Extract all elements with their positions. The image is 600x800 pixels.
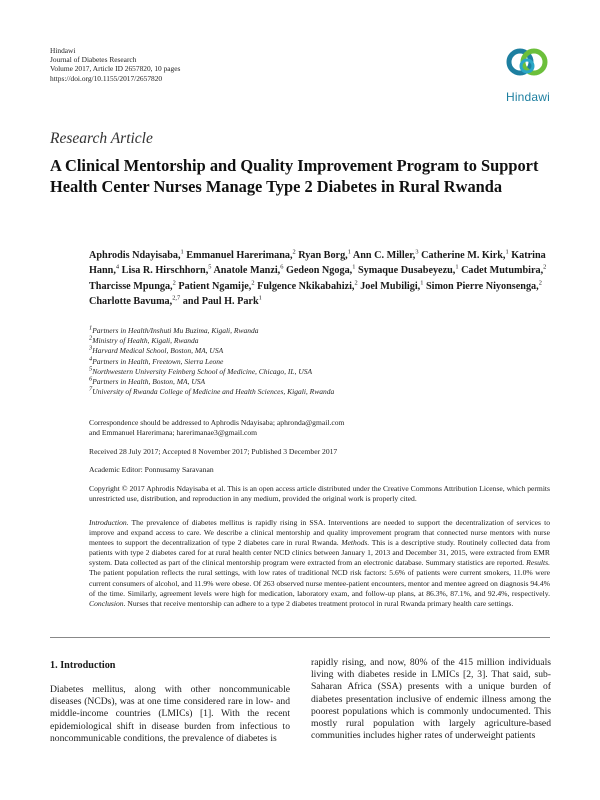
journal-header [50,46,180,83]
author-name: Anatole Manzi, [213,265,281,277]
affiliation-text: Partners in Health/Inshuti Mu Buzima, Kigali, Rwanda [92,326,259,335]
author-affiliation-number: 3 [415,248,419,256]
affiliation-text: Partners in Health, Boston, MA, USA [92,377,206,387]
correspondence-line-2: and Emmanuel Harerimana; harerimanae3@gmail.com [89,428,258,437]
abstract-conclusion: Nurses that receive mentorship can adhere to a type 2 diabetes treatment protocol in rural Rwanda primary health care settings. [125,598,514,608]
author-name: Joel Mubiligi, [360,280,421,292]
author-name: Ann C. Miller, [352,250,416,261]
author-affiliation-number: 1 [180,248,184,256]
affiliation-number: 6 [89,375,93,383]
author-affiliation-number: 1 [352,264,356,272]
author-name: and Paul H. Park [182,296,259,308]
author-affiliation-number: 1 [258,294,262,302]
affiliation-item [89,346,559,356]
author-name: Tharcisse Mpunga, [89,280,173,292]
affiliation-number: 1 [89,324,93,332]
author-affiliation-number: 6 [280,264,284,272]
volume-line: Volume 2017, Article ID 2657820, 10 pages [50,64,181,74]
academic-editor: Academic Editor: Ponnusamy Saravanan [89,465,214,474]
affiliation-text: Ministry of Health, Kigali, Rwanda [92,336,199,346]
author-name: Symaque Dusabeyezu, [357,265,456,277]
abstract-intro: The prevalence of diabetes mellitus is rapidly rising in SSA. Interventions are needed to support the decentralization of services to improve and expand access to care. We describe a clinical mentorship and quality improvement program that connected nurse mentors with nurse mentees to support the decentralization of type 2 diabetes care in rural Rwanda. [89,518,550,548]
author-name: Cadet Mutumbira, [461,265,544,277]
article-title: A Clinical Mentorship and Quality Improvement Program to Support Health Center Nurses Manage Type 2 Diabetes in Rural Rwanda [50,156,539,196]
author-affiliation-number: 2 [172,279,176,287]
publication-dates: Received 28 July 2017; Accepted 8 November 2017; Published 3 December 2017 [89,447,338,456]
body-text-right-column: rapidly rising, and now, 80% of the 415 million individuals living with diabetes reside in LMICs [2, 3]. That said, sub-Saharan Africa (SSA) presents with a unique burden of diabetes presentation inclusive of endemic illness among the poorest populations which is commonly undocumented. This mostly rural population with largely agriculture-based communities includes higher rates of underweight patients [311,657,551,742]
affiliation-item [89,336,559,346]
author-name: Katrina Hann, [89,250,546,277]
affiliation-number: 3 [89,344,93,352]
journal-name: Journal of Diabetes Research [50,55,137,65]
author-affiliation-number: 5 [208,264,212,272]
abstract-results-label: Results. [526,558,550,568]
affiliation-item [89,326,559,336]
author-name: Patient Ngamije, [178,280,252,292]
author-affiliation-number: 1 [347,248,351,256]
doi-link[interactable]: https://doi.org/10.1155/2017/2657820 [50,73,163,83]
section-divider [50,637,550,638]
affiliation-item [89,377,559,387]
abstract-methods-label: Methods. [341,538,370,548]
affiliation-item [89,357,559,367]
copyright-notice: Copyright © 2017 Aphrodis Ndayisaba et al. This is an open access article distributed under the Creative Commons Attribution License, which permits unrestricted use, distribution, and reproduction in any medium, provided the original work is properly cited. [89,484,550,503]
author-name: Lisa R. Hirschhorn, [121,265,209,277]
author-name: Catherine M. Kirk, [421,250,506,261]
author-affiliation-number: 2 [538,279,542,287]
author-list [89,248,559,310]
author-name: Charlotte Bavuma, [89,296,173,308]
affiliation-number: 2 [89,334,93,342]
abstract-results: The patient population reflects the rural settings, with low rates of traditional NCD risk factors: 5.6% of patients were current smokers, 11.0% were current consumers of alcohol, and 11.9% were obese. Of 263 observed nurse mentee-patient encounters, mentor and mentee agreed on diagnosis 94.4% of the time. Similarly, agreement levels were high for medication, laboratory exam, and follow-up plans, at 86.3%, 87.1%, and 92.4%, respectively. [89,568,550,598]
author-affiliation-number: 1 [420,279,424,287]
author-name: Fulgence Nkikabahizi, [257,280,355,292]
author-name: Emmanuel Harerimana, [186,250,293,261]
affiliation-text: Northwestern University Feinberg School of Medicine, Chicago, IL, USA [92,366,313,376]
affiliation-list [89,326,559,397]
author-affiliation-number: 2 [354,279,358,287]
author-name: Simon Pierre Niyonsenga, [425,280,539,292]
abstract-conclusion-label: Conclusion. [89,598,126,608]
article-type: Research Article [50,130,153,147]
affiliation-text: Partners in Health, Freetown, Sierra Leone [92,356,224,366]
author-name: Aphrodis Ndayisaba, [89,250,181,261]
author-affiliation-number: 1 [505,248,509,256]
hindawi-logo-text: Hindawi [505,90,551,104]
abstract-intro-label: Introduction. [89,518,129,527]
affiliation-number: 7 [89,385,93,393]
abstract-methods: This is a descriptive study. Routinely collected data from patients with type 2 diabetes cared for at rural health center NCD clinics between January 1, 2013 and December 31, 2015, were extracted from EMR system. Data collected as part of the clinical mentorship program were extracted from an electronic database. Summary statistics are reported. [89,538,550,568]
author-affiliation-number: 2,7 [172,294,181,302]
author-name: Ryan Borg, [298,250,348,261]
author-affiliation-number: 2 [251,279,255,287]
author-affiliation-number: 2 [543,264,547,272]
correspondence-line-1: Correspondence should be addressed to Aphrodis Ndayisaba; aphronda@gmail.com [89,418,345,427]
affiliation-number: 4 [89,355,93,363]
affiliation-text: Harvard Medical School, Boston, MA, USA [92,346,224,356]
author-name: Gedeon Ngoga, [285,265,353,277]
body-text-left-column: Diabetes mellitus, along with other noncommunicable diseases (NCDs), was at one time considered rare in low- and middle-income countries (LMICs) [1]. With the recent epidemiological shift in disease burden from infectious to noncommunicable conditions, the prevalence of diabetes is [50,684,290,744]
author-affiliation-number: 2 [292,248,296,256]
abstract [89,518,550,609]
author-affiliation-number: 4 [115,264,120,272]
section-heading: 1. Introduction [50,660,116,671]
affiliation-item [89,387,559,397]
affiliation-text: University of Rwanda College of Medicine and Health Sciences, Kigali, Rwanda [92,387,335,397]
correspondence [89,418,559,438]
affiliation-item [89,367,559,377]
publisher-name: Hindawi [50,46,76,55]
author-affiliation-number: 1 [455,264,459,272]
affiliation-number: 5 [89,365,93,373]
